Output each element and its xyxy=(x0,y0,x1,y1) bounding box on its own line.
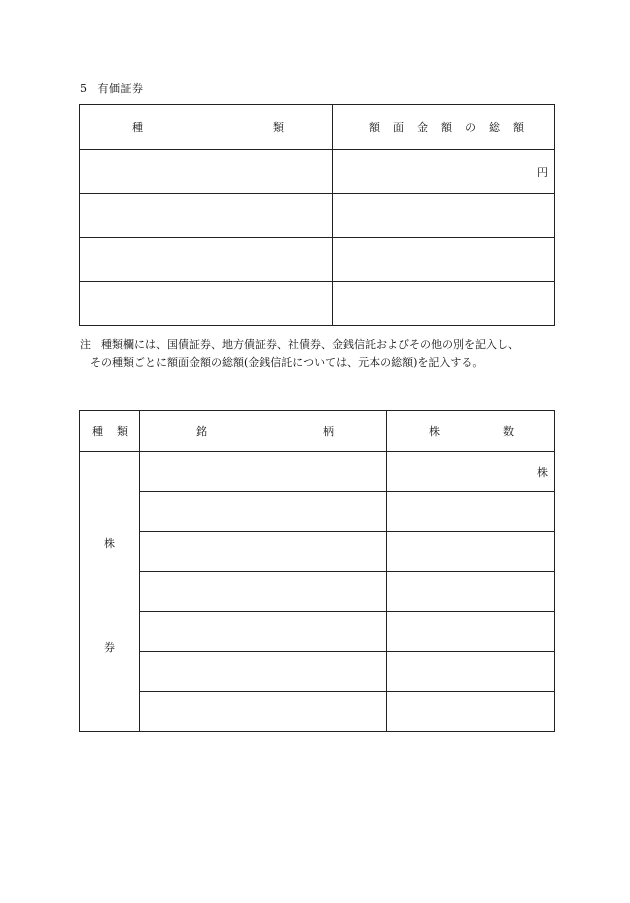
yen-unit-label: 円 xyxy=(537,165,548,179)
shares-cell[interactable] xyxy=(387,652,555,692)
type-cell[interactable] xyxy=(80,194,333,238)
header-char: 株 xyxy=(429,425,440,438)
header-char: 種 xyxy=(92,425,103,438)
table-row xyxy=(80,692,555,732)
brand-cell[interactable] xyxy=(140,532,387,572)
amount-cell[interactable] xyxy=(333,150,555,194)
brand-cell[interactable] xyxy=(140,652,387,692)
table-row xyxy=(80,652,555,692)
shares-cell[interactable] xyxy=(387,612,555,652)
shares-cell[interactable] xyxy=(387,452,555,492)
table-row xyxy=(80,194,555,238)
amount-cell[interactable] xyxy=(333,194,555,238)
table-row xyxy=(80,532,555,572)
header-shares xyxy=(387,411,555,452)
note-text-1: 種類欄には、国債証券、地方債証券、社債券、金銭信託およびその他の別を記入し、 xyxy=(101,338,519,351)
type-cell[interactable] xyxy=(80,238,333,282)
securities-face-value-table xyxy=(79,104,555,326)
brand-cell[interactable] xyxy=(140,492,387,532)
header-char: の xyxy=(465,121,476,134)
header-char: 数 xyxy=(503,425,514,438)
note-line-2: その種類ごとに額面金額の総額(金銭信託については、元本の総額)を記入する。 xyxy=(90,356,484,369)
table-header-row xyxy=(80,105,555,150)
shares-cell[interactable] xyxy=(387,692,555,732)
instruction-note xyxy=(80,336,560,372)
header-char: 種 xyxy=(132,121,143,134)
amount-cell[interactable] xyxy=(333,238,555,282)
note-label: 注 xyxy=(80,338,91,351)
header-kind xyxy=(80,411,140,452)
header-char: 額 xyxy=(513,121,524,134)
section-number: 5 xyxy=(80,82,88,95)
stock-certificate-table xyxy=(79,410,555,732)
header-type xyxy=(80,105,333,150)
header-char: 額 xyxy=(441,121,452,134)
table-header-row xyxy=(80,411,555,452)
stock-certificate-kind-cell xyxy=(80,452,140,732)
type-cell[interactable] xyxy=(80,150,333,194)
header-brand xyxy=(140,411,387,452)
kind-char-2: 券 xyxy=(104,641,115,654)
shares-unit-label: 株 xyxy=(537,465,548,479)
table-row xyxy=(80,452,555,492)
table-row xyxy=(80,492,555,532)
header-char: 金 xyxy=(417,121,428,134)
table-row xyxy=(80,238,555,282)
header-char: 額 xyxy=(369,121,380,134)
table-row xyxy=(80,612,555,652)
table-row xyxy=(80,282,555,326)
section-heading: 有価証券 xyxy=(97,82,144,95)
table-row xyxy=(80,572,555,612)
type-cell[interactable] xyxy=(80,282,333,326)
section-title xyxy=(80,80,144,96)
brand-cell[interactable] xyxy=(140,452,387,492)
header-total-face-value xyxy=(333,105,555,150)
table-row xyxy=(80,150,555,194)
note-line-1 xyxy=(80,336,560,354)
brand-cell[interactable] xyxy=(140,692,387,732)
shares-cell[interactable] xyxy=(387,532,555,572)
header-char: 柄 xyxy=(323,425,334,438)
header-char: 類 xyxy=(273,121,284,134)
header-char: 面 xyxy=(393,121,404,134)
shares-cell[interactable] xyxy=(387,492,555,532)
amount-cell[interactable] xyxy=(333,282,555,326)
header-char: 類 xyxy=(117,425,128,438)
kind-char-1: 株 xyxy=(104,537,115,550)
shares-cell[interactable] xyxy=(387,572,555,612)
header-char: 銘 xyxy=(196,425,207,438)
header-char: 総 xyxy=(489,121,500,134)
brand-cell[interactable] xyxy=(140,572,387,612)
brand-cell[interactable] xyxy=(140,612,387,652)
